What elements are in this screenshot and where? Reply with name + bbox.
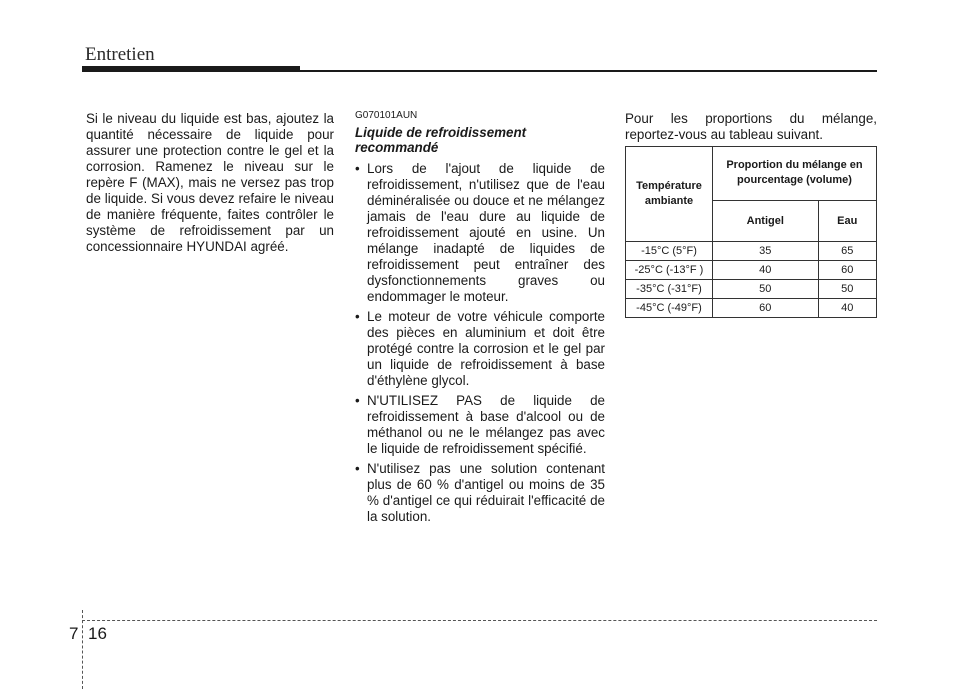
- intro-column: [86, 111, 334, 255]
- header-antigel: Antigel: [713, 200, 819, 241]
- table-row: [626, 299, 877, 318]
- coolant-section: [355, 111, 605, 529]
- section-title: Liquide de refroidissement recommandé: [355, 125, 527, 155]
- cell-eau: 50: [818, 280, 876, 299]
- footer-rule: [82, 620, 877, 621]
- cell-temp: -45°C (-49°F): [626, 299, 713, 318]
- cell-antigel: 35: [713, 242, 819, 261]
- cell-eau: 40: [818, 299, 876, 318]
- header-rule-thick: [82, 66, 300, 72]
- mixture-table: [625, 146, 877, 318]
- table-row: [626, 261, 877, 280]
- cell-eau: 60: [818, 261, 876, 280]
- cell-temp: -35°C (-31°F): [626, 280, 713, 299]
- cell-antigel: 40: [713, 261, 819, 280]
- bullet-item: • N'UTILISEZ PAS de liquide de refroidissement à base d'alcool ou de méthanol ou ne le mélangez pas avec le liquide de refroidissement spécifié.: [355, 393, 605, 457]
- page-number: 16: [88, 624, 107, 643]
- table-row: [626, 280, 877, 299]
- section-number: 7: [69, 624, 79, 643]
- section-code: G070101AUN: [355, 110, 418, 121]
- footer-separator: [82, 610, 83, 689]
- header-temperature: Température ambiante: [626, 147, 713, 242]
- page-header-title: Entretien: [85, 44, 155, 65]
- header-rule-thin: [300, 70, 877, 72]
- header-eau: Eau: [818, 200, 876, 241]
- cell-antigel: 60: [713, 299, 819, 318]
- bullet-item: • Lors de l'ajout de liquide de refroidissement, n'utilisez que de l'eau déminéralisée ou douce et ne mélangez jamais de l'eau dure au liquide de refroidissement ajouté en usine. Un mélange inadapté de liquides de refroidissement peut entraîner des dysfonctionnements graves ou endommager le moteur.: [355, 161, 605, 305]
- cell-eau: 65: [818, 242, 876, 261]
- header-proportion: Proportion du mélange en pourcentage (volume): [713, 147, 877, 201]
- table-row: [626, 242, 877, 261]
- mix-intro: Pour les proportions du mélange, reportez-vous au tableau suivant.: [625, 111, 877, 142]
- bullet-item: • N'utilisez pas une solution contenant plus de 60 % d'antigel ou moins de 35 % d'antigel ce qui réduirait l'efficacité de la solution.: [355, 461, 605, 525]
- coolant-bullet-list: [355, 161, 605, 525]
- cell-temp: -15°C (5°F): [626, 242, 713, 261]
- cell-antigel: 50: [713, 280, 819, 299]
- bullet-item: • Le moteur de votre véhicule comporte des pièces en aluminium et doit être protégé contre la corrosion et le gel par un liquide de refroidissement à base d'éthylène glycol.: [355, 309, 605, 389]
- cell-temp: -25°C (-13°F ): [626, 261, 713, 280]
- intro-paragraph: Si le niveau du liquide est bas, ajoutez la quantité nécessaire de liquide pour assurer une protection contre le gel et la corrosion. Ramenez le niveau sur le repère F (MAX), mais ne versez pas trop de liquide. Si vous devez refaire le niveau de manière fréquente, faites contrôler le système de refroidissement par un concessionnaire HYUNDAI agréé.: [86, 111, 334, 254]
- mix-column: [625, 111, 877, 143]
